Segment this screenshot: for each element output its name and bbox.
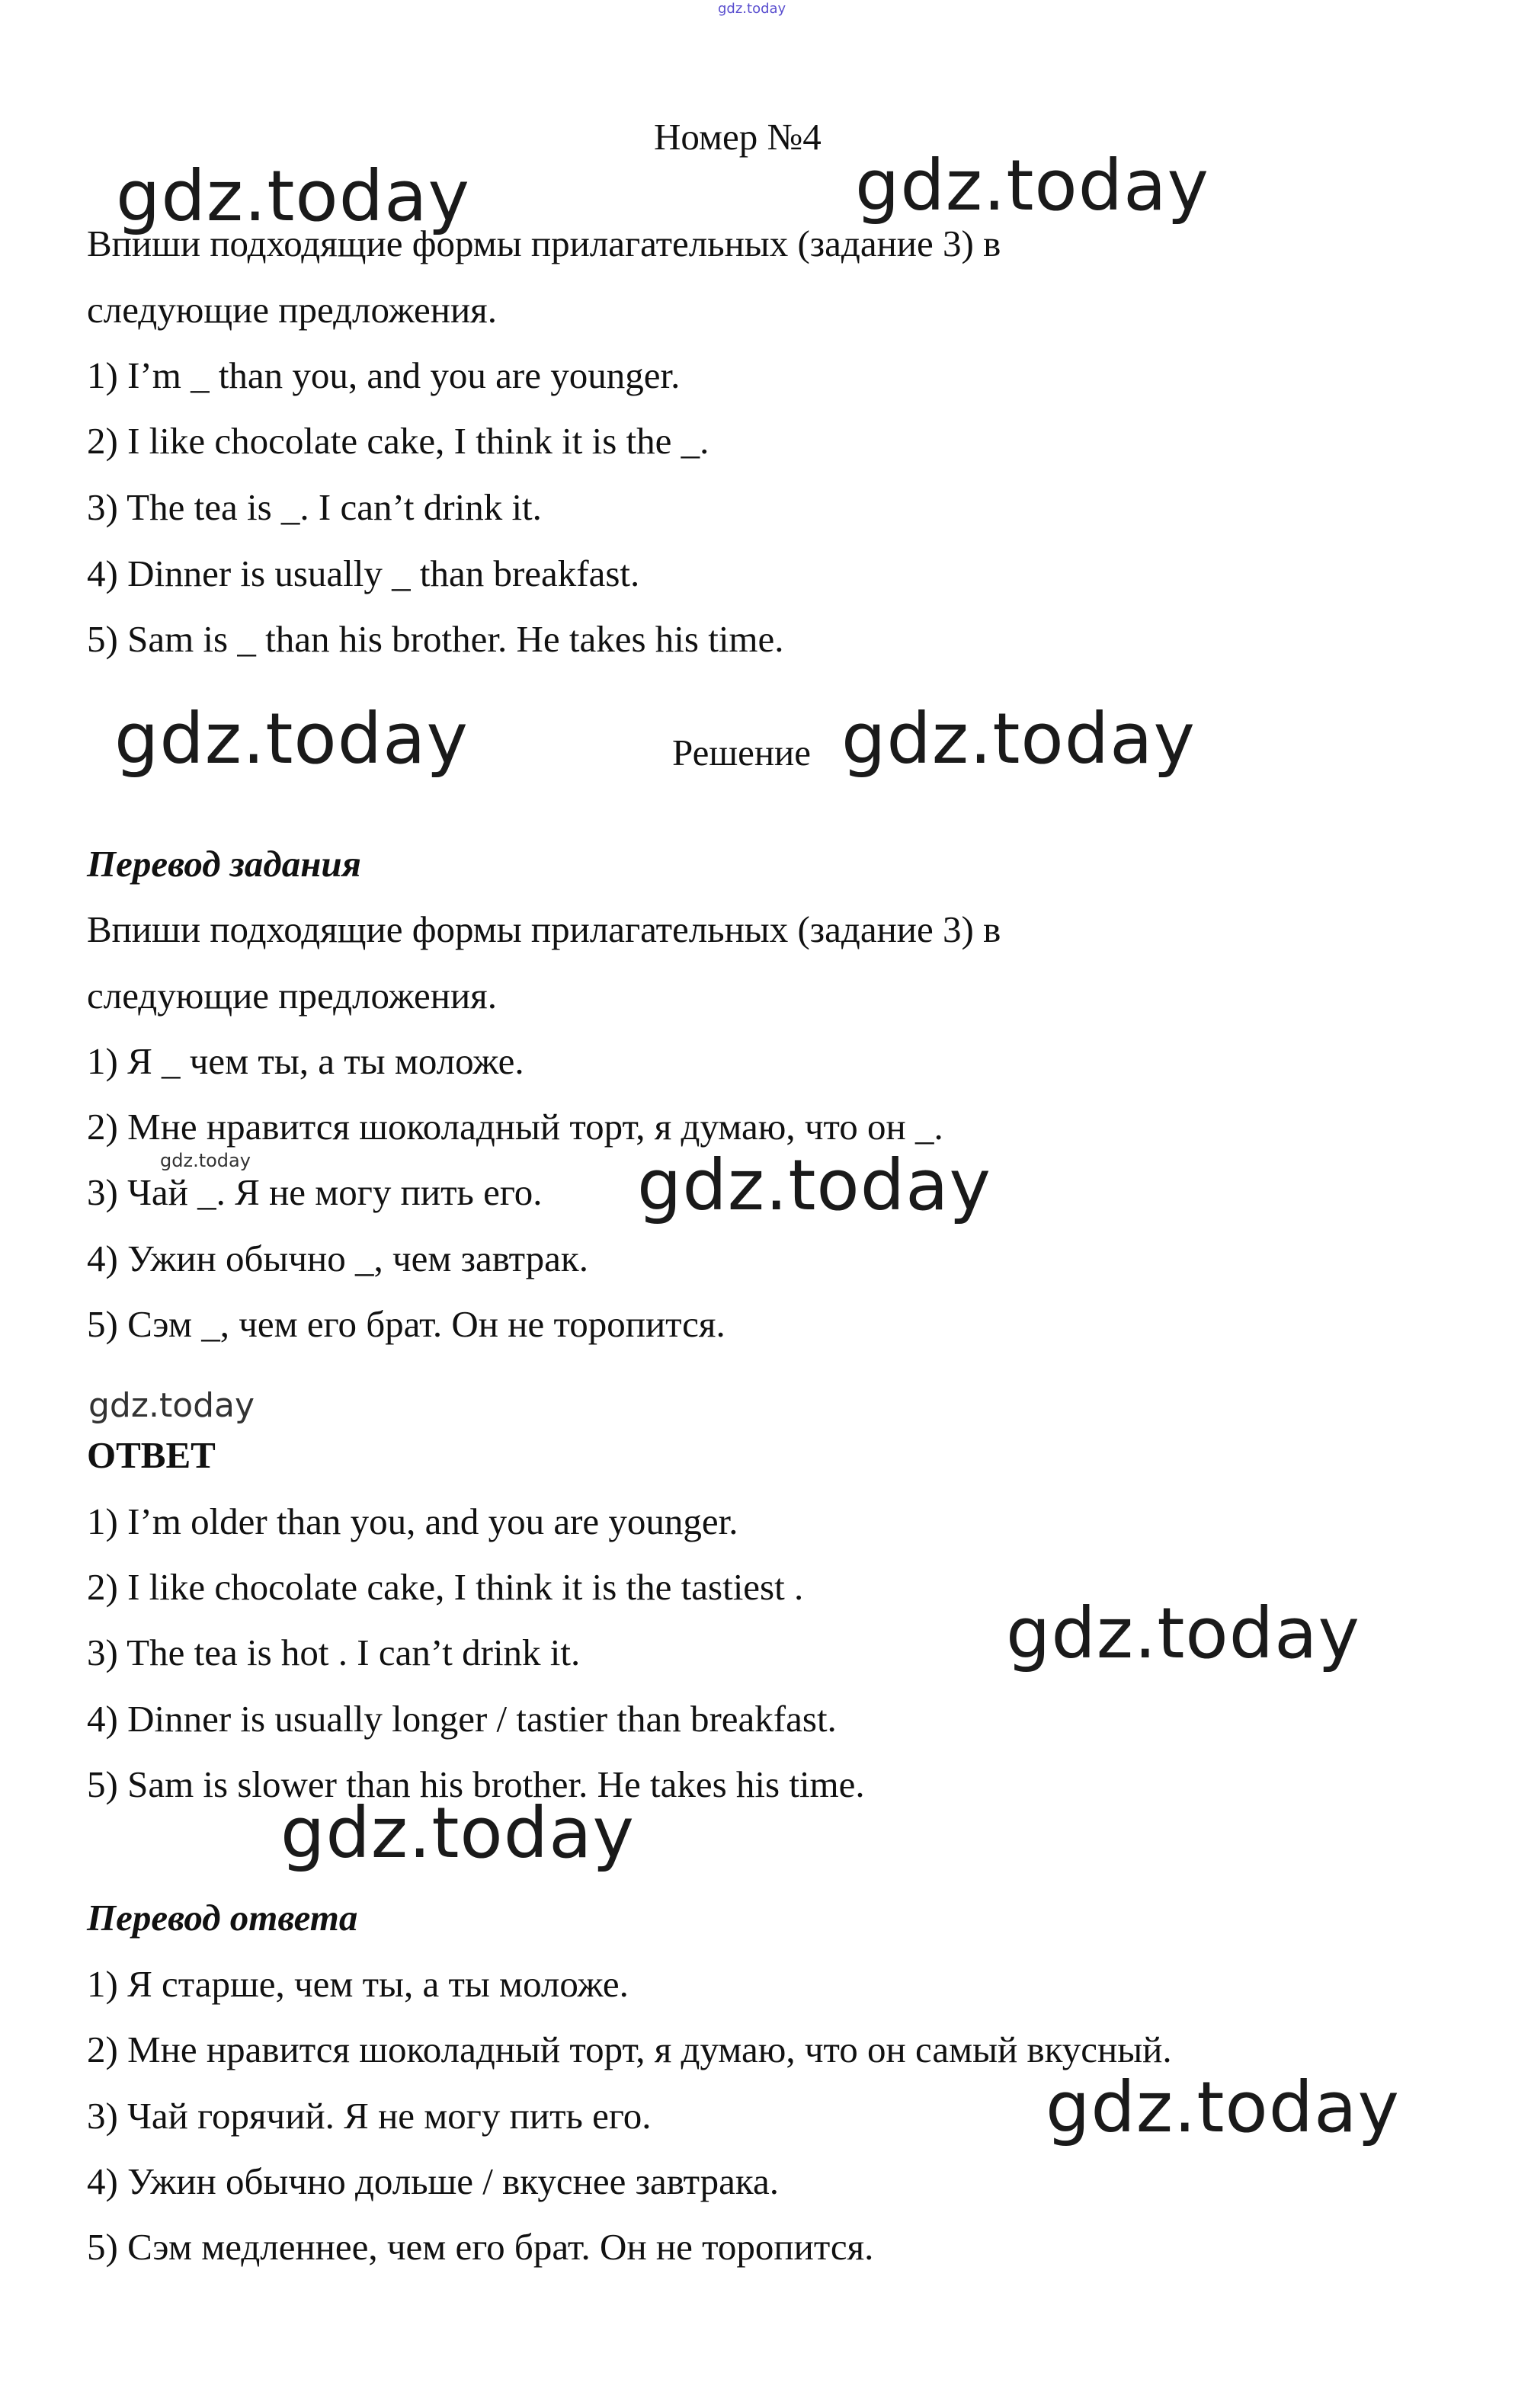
task-translation-line: 3) Чай _. Я не могу пить его. xyxy=(87,1171,543,1213)
watermark-top: gdz.today xyxy=(718,1,786,17)
watermark: gdz.today xyxy=(114,698,469,780)
task-translation-line: 1) Я _ чем ты, а ты моложе. xyxy=(87,1040,524,1082)
watermark: gdz.today xyxy=(637,1145,991,1226)
answer-translation-line: 5) Сэм медленнее, чем его брат. Он не торопится. xyxy=(87,2226,874,2268)
answer-line: 3) The tea is hot . I can’t drink it. xyxy=(87,1631,581,1673)
answer-translation-line: 1) Я старше, чем ты, а ты моложе. xyxy=(87,1963,629,2005)
page-title: Номер №4 xyxy=(654,116,822,158)
answer-translation-line: 2) Мне нравится шоколадный торт, я думаю, что он самый вкусный. xyxy=(87,2029,1172,2070)
task-line: 5) Sam is _ than his brother. He takes his time. xyxy=(87,618,784,660)
task-translation-line: следующие предложения. xyxy=(87,975,497,1017)
task-line: 3) The tea is _. I can’t drink it. xyxy=(87,486,542,528)
watermark: gdz.today xyxy=(116,155,470,237)
answer-line: 2) I like chocolate cake, I think it is the tastiest . xyxy=(87,1566,804,1608)
answer-line: 5) Sam is slower than his brother. He takes his time. xyxy=(87,1763,865,1805)
task-line: 2) I like chocolate cake, I think it is the _. xyxy=(87,420,709,462)
watermark: gdz.today xyxy=(855,145,1209,226)
answer-line: 1) I’m older than you, and you are younger. xyxy=(87,1500,738,1542)
watermark: gdz.today xyxy=(841,698,1196,780)
watermark: gdz.today xyxy=(1006,1593,1360,1674)
watermark: gdz.today xyxy=(1046,2067,1400,2148)
task-translation-heading: Перевод задания xyxy=(87,843,361,885)
watermark-small: gdz.today xyxy=(160,1150,251,1171)
task-translation-line: 5) Сэм _, чем его брат. Он не торопится. xyxy=(87,1303,725,1345)
task-line: 1) I’m _ than you, and you are younger. xyxy=(87,354,681,396)
watermark-mid: gdz.today xyxy=(88,1386,255,1425)
task-line: 4) Dinner is usually _ than breakfast. xyxy=(87,552,640,594)
answer-line: 4) Dinner is usually longer / tastier than breakfast. xyxy=(87,1698,837,1740)
task-line: следующие предложения. xyxy=(87,289,497,331)
task-translation-line: 2) Мне нравится шоколадный торт, я думаю, что он _. xyxy=(87,1106,943,1148)
answer-translation-line: 4) Ужин обычно дольше / вкуснее завтрака. xyxy=(87,2160,779,2202)
watermark: gdz.today xyxy=(280,1792,635,1874)
answer-heading: ОТВЕТ xyxy=(87,1434,216,1476)
task-translation-line: 4) Ужин обычно _, чем завтрак. xyxy=(87,1238,588,1279)
answer-translation-line: 3) Чай горячий. Я не могу пить его. xyxy=(87,2095,652,2137)
task-translation-line: Впиши подходящие формы прилагательных (задание 3) в xyxy=(87,908,1001,950)
answer-translation-heading: Перевод ответа xyxy=(87,1897,358,1939)
task-line: Впиши подходящие формы прилагательных (задание 3) в xyxy=(87,223,1001,264)
solution-label: Решение xyxy=(672,732,812,773)
